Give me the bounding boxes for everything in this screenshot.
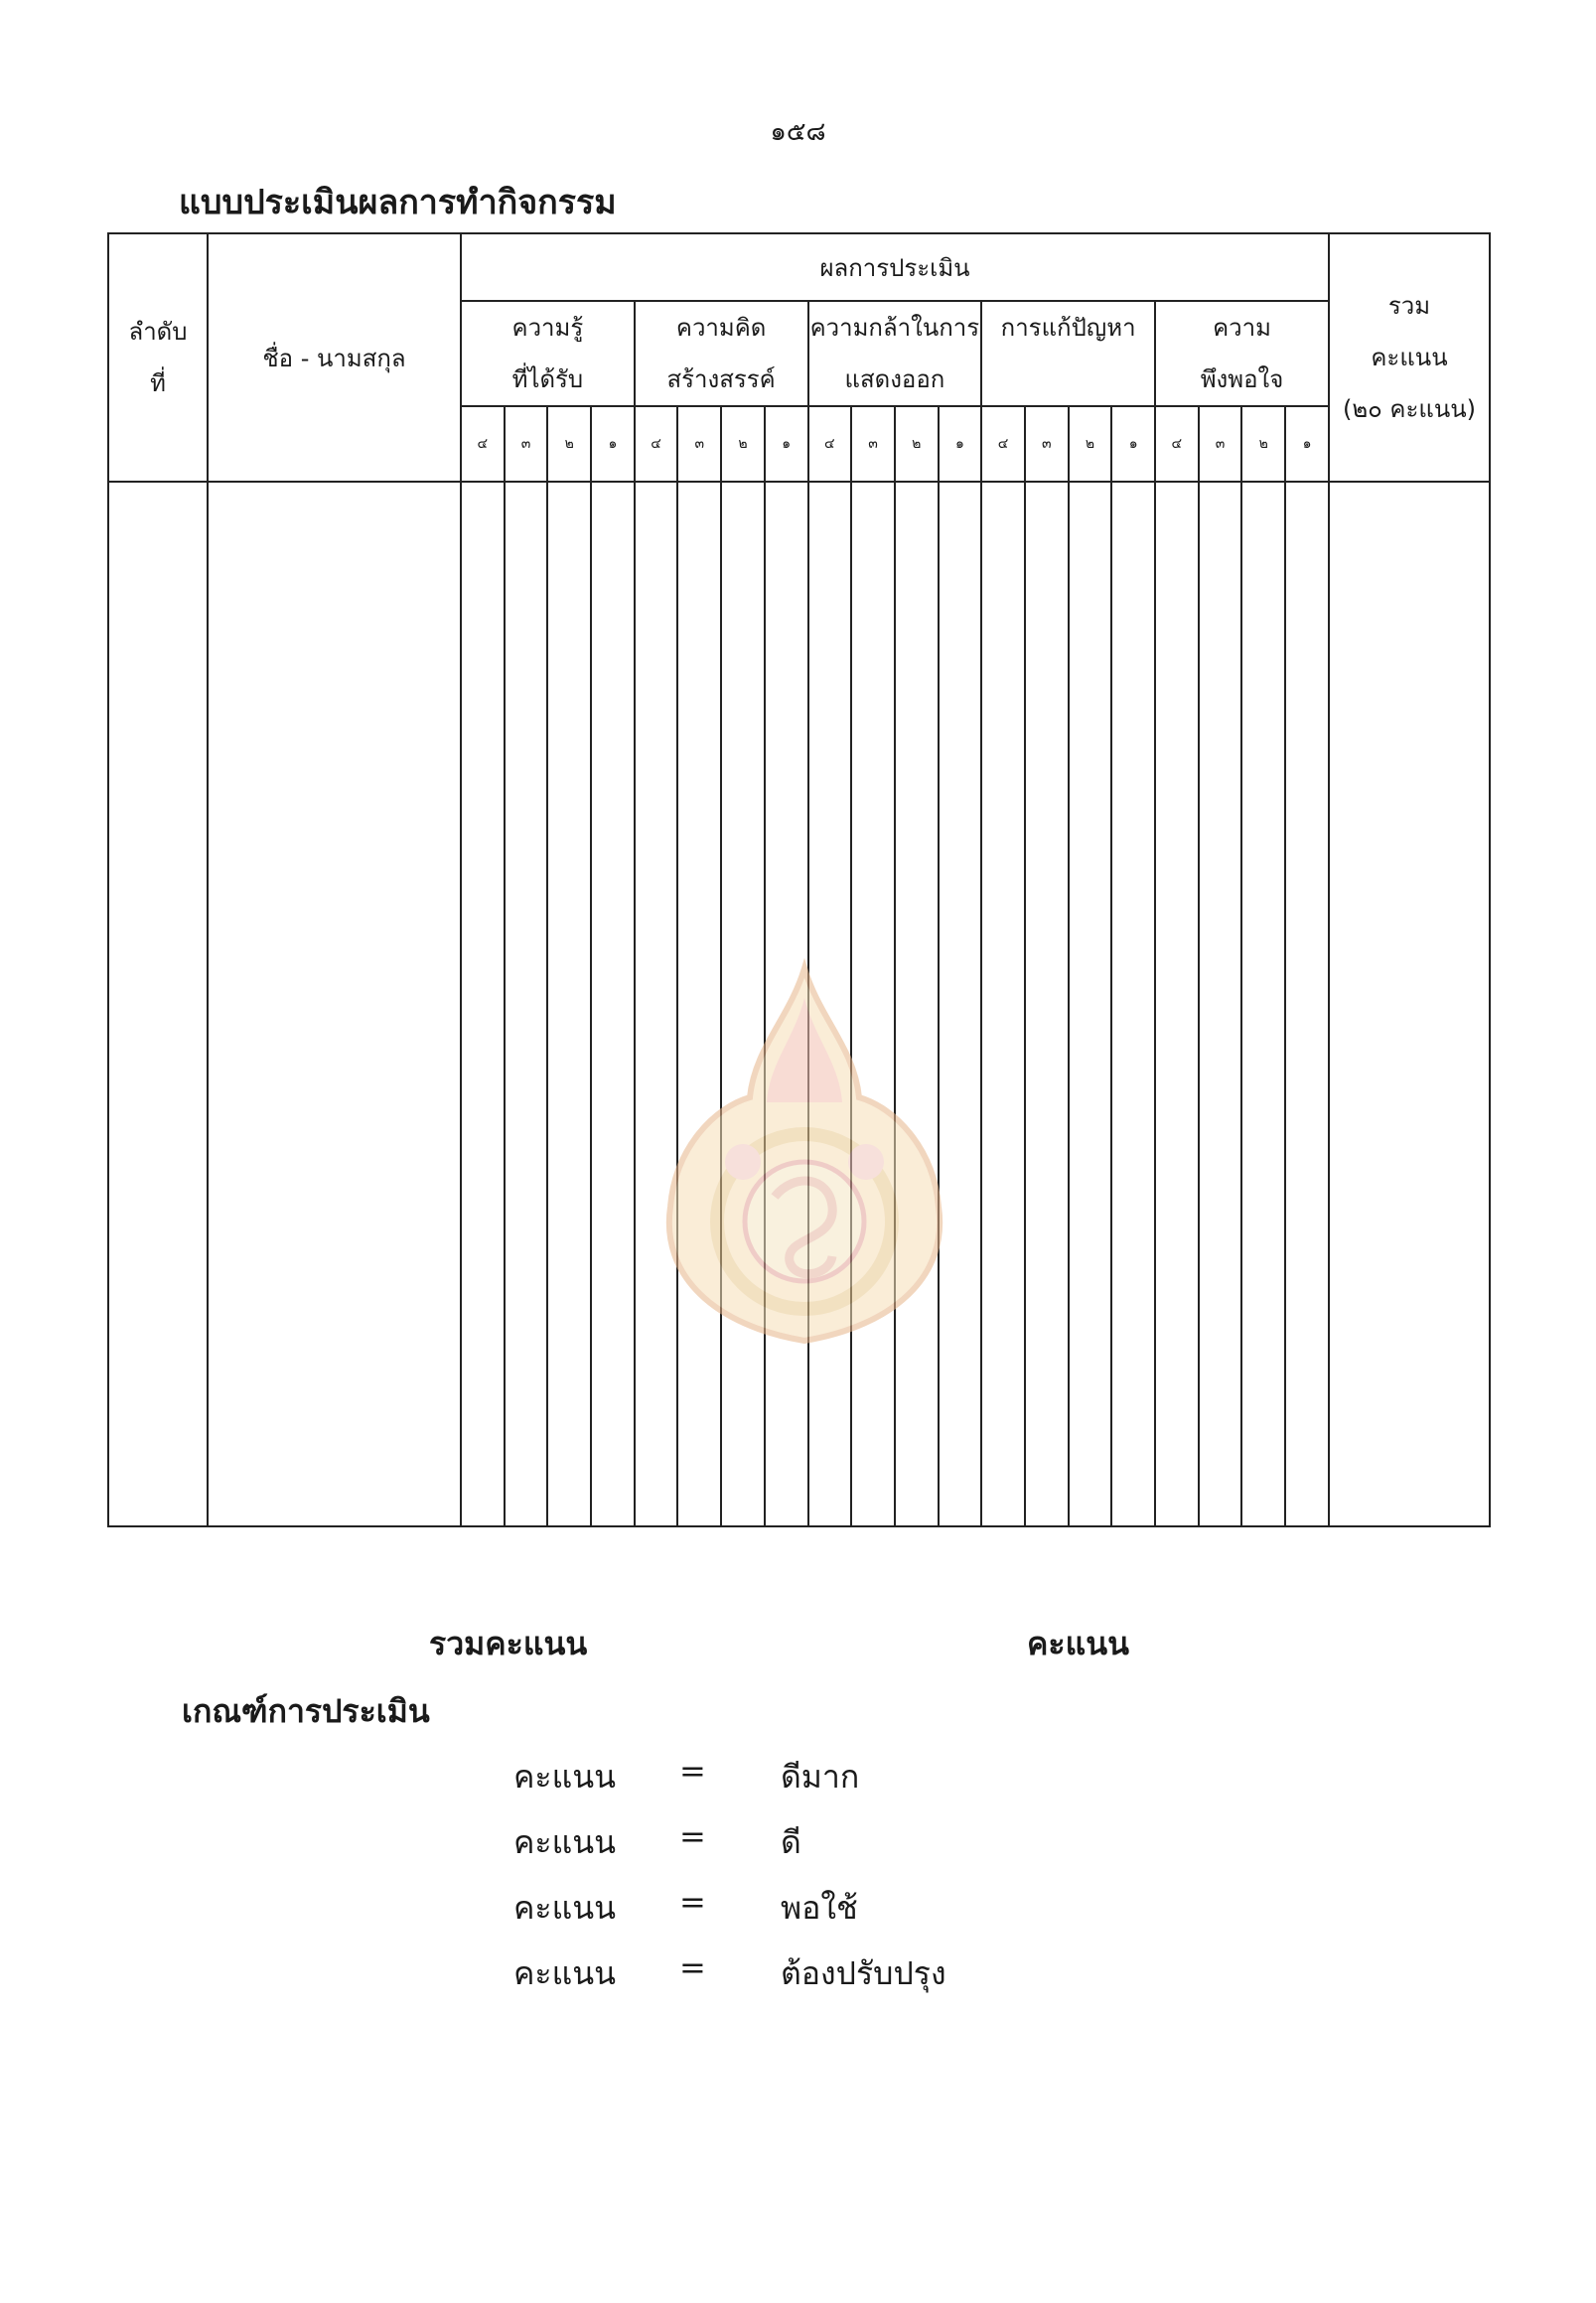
criteria-level: ดีมาก xyxy=(781,1758,860,1796)
order-header-line1: ลำดับ xyxy=(128,318,188,346)
criterion-knowledge xyxy=(461,301,635,406)
criteria-heading: เกณฑ์การประเมิน xyxy=(182,1692,430,1730)
criterion-label-line2: ที่ได้รับ xyxy=(511,365,584,393)
criterion-label-line1: ความรู้ xyxy=(511,314,584,342)
score-header: ๑ xyxy=(1111,406,1155,482)
score-header: ๓ xyxy=(1199,406,1242,482)
criterion-label-line1: ความคิด xyxy=(675,314,767,342)
score-header: ๓ xyxy=(851,406,895,482)
criterion-creativity xyxy=(635,301,808,406)
total-column-header xyxy=(1329,233,1490,482)
score-header: ๒ xyxy=(895,406,939,482)
score-header: ๔ xyxy=(1155,406,1199,482)
score-cell xyxy=(1025,482,1069,1526)
total-header-line3: (๒๐ คะแนน) xyxy=(1342,395,1477,423)
score-header: ๓ xyxy=(505,406,548,482)
sum-label: รวมคะแนน xyxy=(429,1625,588,1662)
criterion-label-line2: พึงพอใจ xyxy=(1200,365,1284,393)
score-cell xyxy=(1199,482,1242,1526)
score-header: ๒ xyxy=(1241,406,1285,482)
score-header: ๒ xyxy=(721,406,765,482)
score-cell xyxy=(547,482,591,1526)
score-header: ๒ xyxy=(547,406,591,482)
total-cell xyxy=(1329,482,1490,1526)
criteria-equals: = xyxy=(679,1883,706,1921)
criterion-label-line2: แสดงออก xyxy=(844,365,945,393)
score-header: ๓ xyxy=(677,406,721,482)
criteria-level: ดี xyxy=(781,1823,801,1861)
total-header-line2: คะแนน xyxy=(1371,344,1448,371)
criterion-satisfaction xyxy=(1155,301,1329,406)
score-cell xyxy=(505,482,548,1526)
score-header: ๔ xyxy=(461,406,505,482)
page-number: ๑๕๘ xyxy=(770,117,826,147)
score-header: ๑ xyxy=(1285,406,1329,482)
criteria-unit: คะแนน xyxy=(513,1954,616,1992)
score-cell xyxy=(1111,482,1155,1526)
score-header: ๔ xyxy=(808,406,852,482)
score-header: ๔ xyxy=(981,406,1025,482)
score-header: ๑ xyxy=(765,406,808,482)
criteria-equals: = xyxy=(679,1817,706,1855)
criterion-label-line1: ความกล้าในการ xyxy=(809,314,980,342)
criteria-unit: คะแนน xyxy=(513,1823,616,1861)
score-cell xyxy=(1285,482,1329,1526)
criterion-label-line1: การแก้ปัญหา xyxy=(1000,314,1136,342)
criteria-unit: คะแนน xyxy=(513,1889,616,1927)
criteria-equals: = xyxy=(679,1752,706,1790)
score-header: ๑ xyxy=(939,406,982,482)
score-header: ๓ xyxy=(1025,406,1069,482)
order-column-header xyxy=(108,233,208,482)
order-cell xyxy=(108,482,208,1526)
score-label: คะแนน xyxy=(1027,1625,1129,1662)
criteria-unit: คะแนน xyxy=(513,1758,616,1796)
order-header-line2: ที่ xyxy=(150,369,166,397)
criteria-level: พอใช้ xyxy=(781,1889,858,1927)
result-header: ผลการประเมิน xyxy=(461,233,1329,301)
criterion-expression xyxy=(808,301,982,406)
criterion-label-line2: สร้างสรรค์ xyxy=(666,365,776,393)
name-column-header: ชื่อ - นามสกุล xyxy=(208,233,461,482)
score-cell xyxy=(1241,482,1285,1526)
score-cell xyxy=(591,482,635,1526)
criteria-equals: = xyxy=(679,1948,706,1986)
criterion-problem-solving xyxy=(981,301,1155,406)
score-cell xyxy=(1069,482,1112,1526)
score-header: ๑ xyxy=(591,406,635,482)
criteria-level: ต้องปรับปรุง xyxy=(781,1954,946,1992)
score-cell xyxy=(461,482,505,1526)
total-header-line1: รวม xyxy=(1387,292,1431,320)
name-cell xyxy=(208,482,461,1526)
criterion-label-line1: ความ xyxy=(1213,314,1271,342)
score-header: ๒ xyxy=(1069,406,1112,482)
score-cell xyxy=(1155,482,1199,1526)
document-title: แบบประเมินผลการทำกิจกรรม xyxy=(179,183,617,222)
score-cell xyxy=(981,482,1025,1526)
emblem-watermark xyxy=(655,958,953,1346)
score-header: ๔ xyxy=(635,406,678,482)
